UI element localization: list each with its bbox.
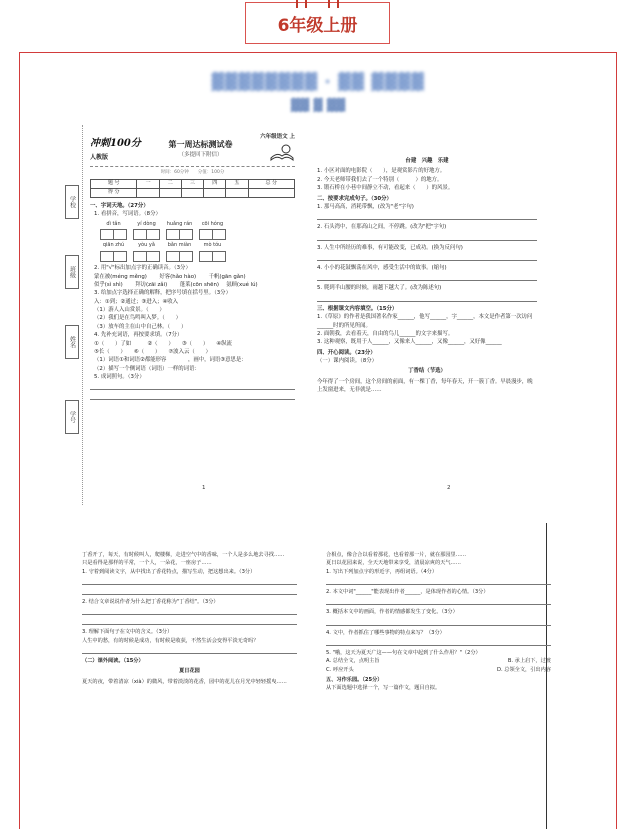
binder-pin-right-icon: [328, 0, 330, 8]
section-heading: 二、按要求完成句子。（30分）: [317, 195, 392, 202]
question-line: 似乎(sì shì) 拜访(zāi zǎi) 蓬莱(cōn shēn) 氨顾(xué lú): [94, 281, 258, 288]
question: 4. 小小的花鼓飘荡在风中，感受生活中的故事。(缩句): [317, 265, 447, 271]
question: 3. 给加点字选择正确的解释，把序号填在括号里。（3分）: [94, 290, 231, 297]
page-number: 2: [447, 485, 451, 491]
table-cell: 二: [159, 179, 181, 188]
grade-tag: 六年级语文 上: [260, 134, 295, 141]
answer-line[interactable]: [317, 254, 537, 261]
pinyin: cōi hóng: [201, 220, 224, 227]
question: 5. 成词照句。（3分）: [94, 374, 145, 381]
question: 4. 先补充词语，再按要求填。（7分）: [94, 332, 183, 339]
options-row: [326, 657, 551, 665]
answer-line[interactable]: [326, 578, 551, 585]
exam-meta: 时间：60分钟 分值：100分: [160, 170, 225, 175]
question-line: 1. 小区对面的电影院（ ），是观赏影片的好地方。: [317, 168, 446, 175]
answer-line[interactable]: [82, 618, 297, 625]
spine-field-number: 学号: [65, 400, 79, 434]
table-cell: 题 号: [91, 179, 137, 188]
paper-subtitle: （多提回下附信）: [178, 151, 223, 158]
section-heading: 五、习作乐园。（25分）: [326, 676, 383, 683]
divider: [90, 166, 295, 167]
pinyin: bǎn miàn: [167, 242, 192, 249]
writing-grid[interactable]: [100, 251, 127, 262]
question: 4. 文中，作者抓住了哪些事物的特点来写？（3分）: [326, 629, 445, 636]
paper-title: 第一周达标测试卷: [168, 139, 233, 149]
pinyin: dì tǎn: [106, 220, 121, 227]
pinyin: yí dòng: [137, 220, 156, 227]
section-heading: 三、根据课文内容填空。（15分）: [317, 305, 398, 312]
section-heading: 一、字词天地。（27分）: [90, 202, 149, 209]
answer-line[interactable]: [90, 383, 295, 390]
table-cell: 总 分: [248, 179, 295, 188]
blurred-subheading: ▓▓ ▓ ▓▓: [290, 98, 346, 112]
question-line: （1）游人入山赏景。（ ）: [94, 307, 165, 314]
table-row: [91, 179, 295, 188]
question: 2. 用"√"标出加点字的正确读音。（3分）: [94, 265, 191, 272]
question: 1. 那马高高，消耗带飘，(改为"老"字句): [317, 203, 414, 210]
writing-grid[interactable]: [133, 229, 160, 240]
reading-passage: 今年得了一个房间，这个房间的前面，有一棵丁香，每年春天，开一簇丁香。早晨漫步，晚上发窗进来，无非就是……: [317, 378, 533, 394]
question: 3. 理解下面句子在文中的含义。（3分）: [82, 629, 173, 636]
table-row: [91, 188, 295, 197]
question: 2. 结合文章说说作者为什么把丁香花称为"丁香结"。（3分）: [82, 598, 219, 605]
writing-grid-row: [100, 229, 295, 240]
pinyin: huǎng rán: [166, 220, 193, 227]
question-line: （1）词语①和词语②都能形容 ，画中，词语③意思是：: [94, 357, 247, 364]
section-heading: 四、开心阅读。（23分）: [317, 349, 376, 356]
question-line: 人生中的愁，有的时候是成功，有时候是收获，不然生活会变得平淡无奇吗？: [82, 637, 259, 644]
question-line: （2）我们是在鸟鸣叫入梦。（ ）: [94, 315, 181, 322]
subsection-heading: （一）课内阅读。（8分）: [317, 358, 378, 364]
paper-header: [90, 135, 295, 163]
reading-passage: 丁香开了，每天，有时候叫人，爬楼梯，走进空气中的香味，一个人是多么地去寻找……: [82, 552, 285, 558]
question: 2. 面朝我，去看着天，自由的鸟儿______的文字来描写。: [317, 330, 454, 337]
spine-field-school: 学校: [65, 185, 79, 219]
left-page: [82, 551, 297, 686]
option[interactable]: D. 总领全文，引出内容: [497, 666, 551, 673]
writing-grid[interactable]: [166, 251, 193, 262]
reading-passage: 只是看得是那样的平常，一个人，一朵花，一座房子……: [82, 560, 212, 567]
spine-field-class: 班级: [65, 255, 79, 289]
pinyin: yòu yǎ: [138, 242, 155, 249]
answer-line[interactable]: [326, 639, 551, 646]
table-cell: 五: [226, 179, 248, 188]
right-page: [317, 155, 537, 395]
writing-grid[interactable]: [199, 229, 226, 240]
reading-passage: 夏天的夜，带着清凉（xià）的微风，带着淡淡的花香，园中的花儿在月光中轻轻摇曳……: [82, 678, 287, 685]
table-cell: [204, 188, 226, 197]
grade-banner: [245, 2, 390, 44]
reading-title: 夏日花园: [179, 668, 200, 675]
writing-grid[interactable]: [100, 229, 127, 240]
question-line: ⑤长（ ） ⑥（ ） ⑦波入云（ ）: [94, 348, 211, 355]
table-cell: [137, 188, 159, 197]
answer-line[interactable]: [317, 295, 537, 302]
writing-grid[interactable]: [133, 251, 160, 262]
reading-passage: 合相点，像合合以看着那花，也看着那一片，就在那园里……: [326, 552, 467, 558]
question: 1. 写出下列加点字的形近字，再组词语。（4分）: [326, 568, 438, 575]
binding-spine: [62, 125, 88, 505]
spine-field-name: 姓名: [65, 325, 79, 359]
reading-title: 丁香结（节选）: [408, 368, 446, 375]
question-line: 3. 锻石桥在小巷中间静立不动，看起来（ ）的风景。: [317, 185, 454, 192]
table-cell: [159, 188, 181, 197]
pinyin-row: [100, 221, 295, 229]
answer-line[interactable]: [317, 213, 537, 220]
question-line: 蒙在被(méng měng) 好客(hǎo hào) 千帆(gān gǎn): [94, 273, 246, 280]
table-cell: 得 分: [91, 188, 137, 197]
question: 3. 概括本文中的画面，作者的情感都发生了变化。（3分）: [326, 609, 458, 616]
writing-grid[interactable]: [199, 251, 226, 262]
answer-line[interactable]: [326, 598, 551, 605]
question-line: 入：①到；②通过；③进入；④收入: [94, 298, 179, 305]
edition-label: 人教版: [90, 154, 109, 162]
question: 1. 守着到阅读文字，从中找出了香花特点，描写生动，把这想出来。（3分）: [82, 568, 256, 575]
left-page: [90, 135, 295, 403]
question: 3. 这种观察，既用于人______，又像来人______，又像______，又好像______: [317, 339, 502, 346]
question-line: （3）放车的主在山中自己林。（ ）: [94, 323, 187, 330]
table-cell: 一: [137, 179, 159, 188]
blurred-heading: ▓▓▓▓▓▓▓▓ · ▓▓ ▓▓▓▓: [211, 72, 425, 91]
right-page: [326, 551, 551, 692]
table-cell: [226, 188, 248, 197]
table-cell: 三: [181, 179, 203, 188]
option[interactable]: C. 呼应开头: [326, 666, 354, 673]
cut-line: [82, 125, 83, 505]
binder-pin-left-icon: [296, 0, 298, 8]
option[interactable]: B. 承上启下，过渡: [507, 658, 551, 665]
answer-line[interactable]: [326, 619, 551, 626]
banner-title: 6年级上册: [277, 15, 358, 36]
question: 5. 爬到半山腰的时候，雨越下越大了。(改为陈述句): [317, 285, 442, 292]
question: 5. "哦，这天为夏天广这——句在文章中起到了什么作用？"（2分）: [326, 649, 481, 656]
answer-line[interactable]: [82, 578, 297, 585]
question: 3. 人生中所经历的难事，有可能改变，已成功。(换为反问句): [317, 244, 463, 251]
subsection-heading: （二）课外阅读。（15分）: [82, 657, 144, 664]
question-line: 2. 今天老师带我们去了一个特别（ ）的地方。: [317, 176, 443, 183]
table-cell: [181, 188, 203, 197]
publisher-logo: 冲刺100分: [90, 137, 141, 149]
page-number: 1: [202, 485, 206, 491]
score-table: [90, 179, 295, 198]
binder-pin-right-icon: [337, 0, 339, 8]
pinyin: mò tóu: [203, 242, 222, 249]
word-bank: 台建 兴趣 乐建: [405, 158, 449, 164]
table-cell: [248, 188, 295, 197]
writing-grid[interactable]: [166, 229, 193, 240]
answer-line[interactable]: [82, 588, 297, 595]
option[interactable]: A. 总结全文，点明主旨: [326, 658, 380, 665]
question: 1.《草原》的作者是我国著名作家______，他写______，字______，本文是作者第一次访问______时的所见所闻。: [317, 314, 533, 329]
options-row: [326, 666, 551, 674]
question: 1. 看拼音，写词语。（8分）: [94, 211, 161, 218]
question: 2. 本文中词"______"能表现出作者______，是体现作者的心情。（3分）: [326, 588, 489, 595]
table-cell: 四: [204, 179, 226, 188]
pinyin: qiān zhú: [102, 242, 125, 249]
test-paper-spread-2: [76, 523, 556, 829]
answer-line[interactable]: [82, 608, 297, 615]
answer-line[interactable]: [317, 234, 537, 241]
binder-pin-left-icon: [305, 0, 307, 8]
pinyin-row: [100, 242, 295, 250]
answer-line[interactable]: [90, 393, 295, 400]
question: 2. 石头湾中，在那高山之间，不停跳。(改为"把"字句): [317, 224, 447, 231]
book-icon: [269, 142, 295, 162]
writing-grid-row: [100, 251, 295, 262]
question-line: ①（ ）了如 ②（ ） ③（ ） ④纵流: [94, 340, 232, 347]
question-line: （2）描写一个侧词语（词语）一样的词语：: [94, 365, 200, 372]
reading-passage: 夏日以花园来说，全天天地带来享受，清晨凉爽的天气……: [326, 560, 461, 567]
answer-line[interactable]: [82, 647, 297, 654]
question: 从下面选题中选择一个，写一篇作文，题目自拟。: [326, 685, 441, 692]
answer-line[interactable]: [317, 274, 537, 281]
test-paper-spread: [62, 125, 552, 510]
